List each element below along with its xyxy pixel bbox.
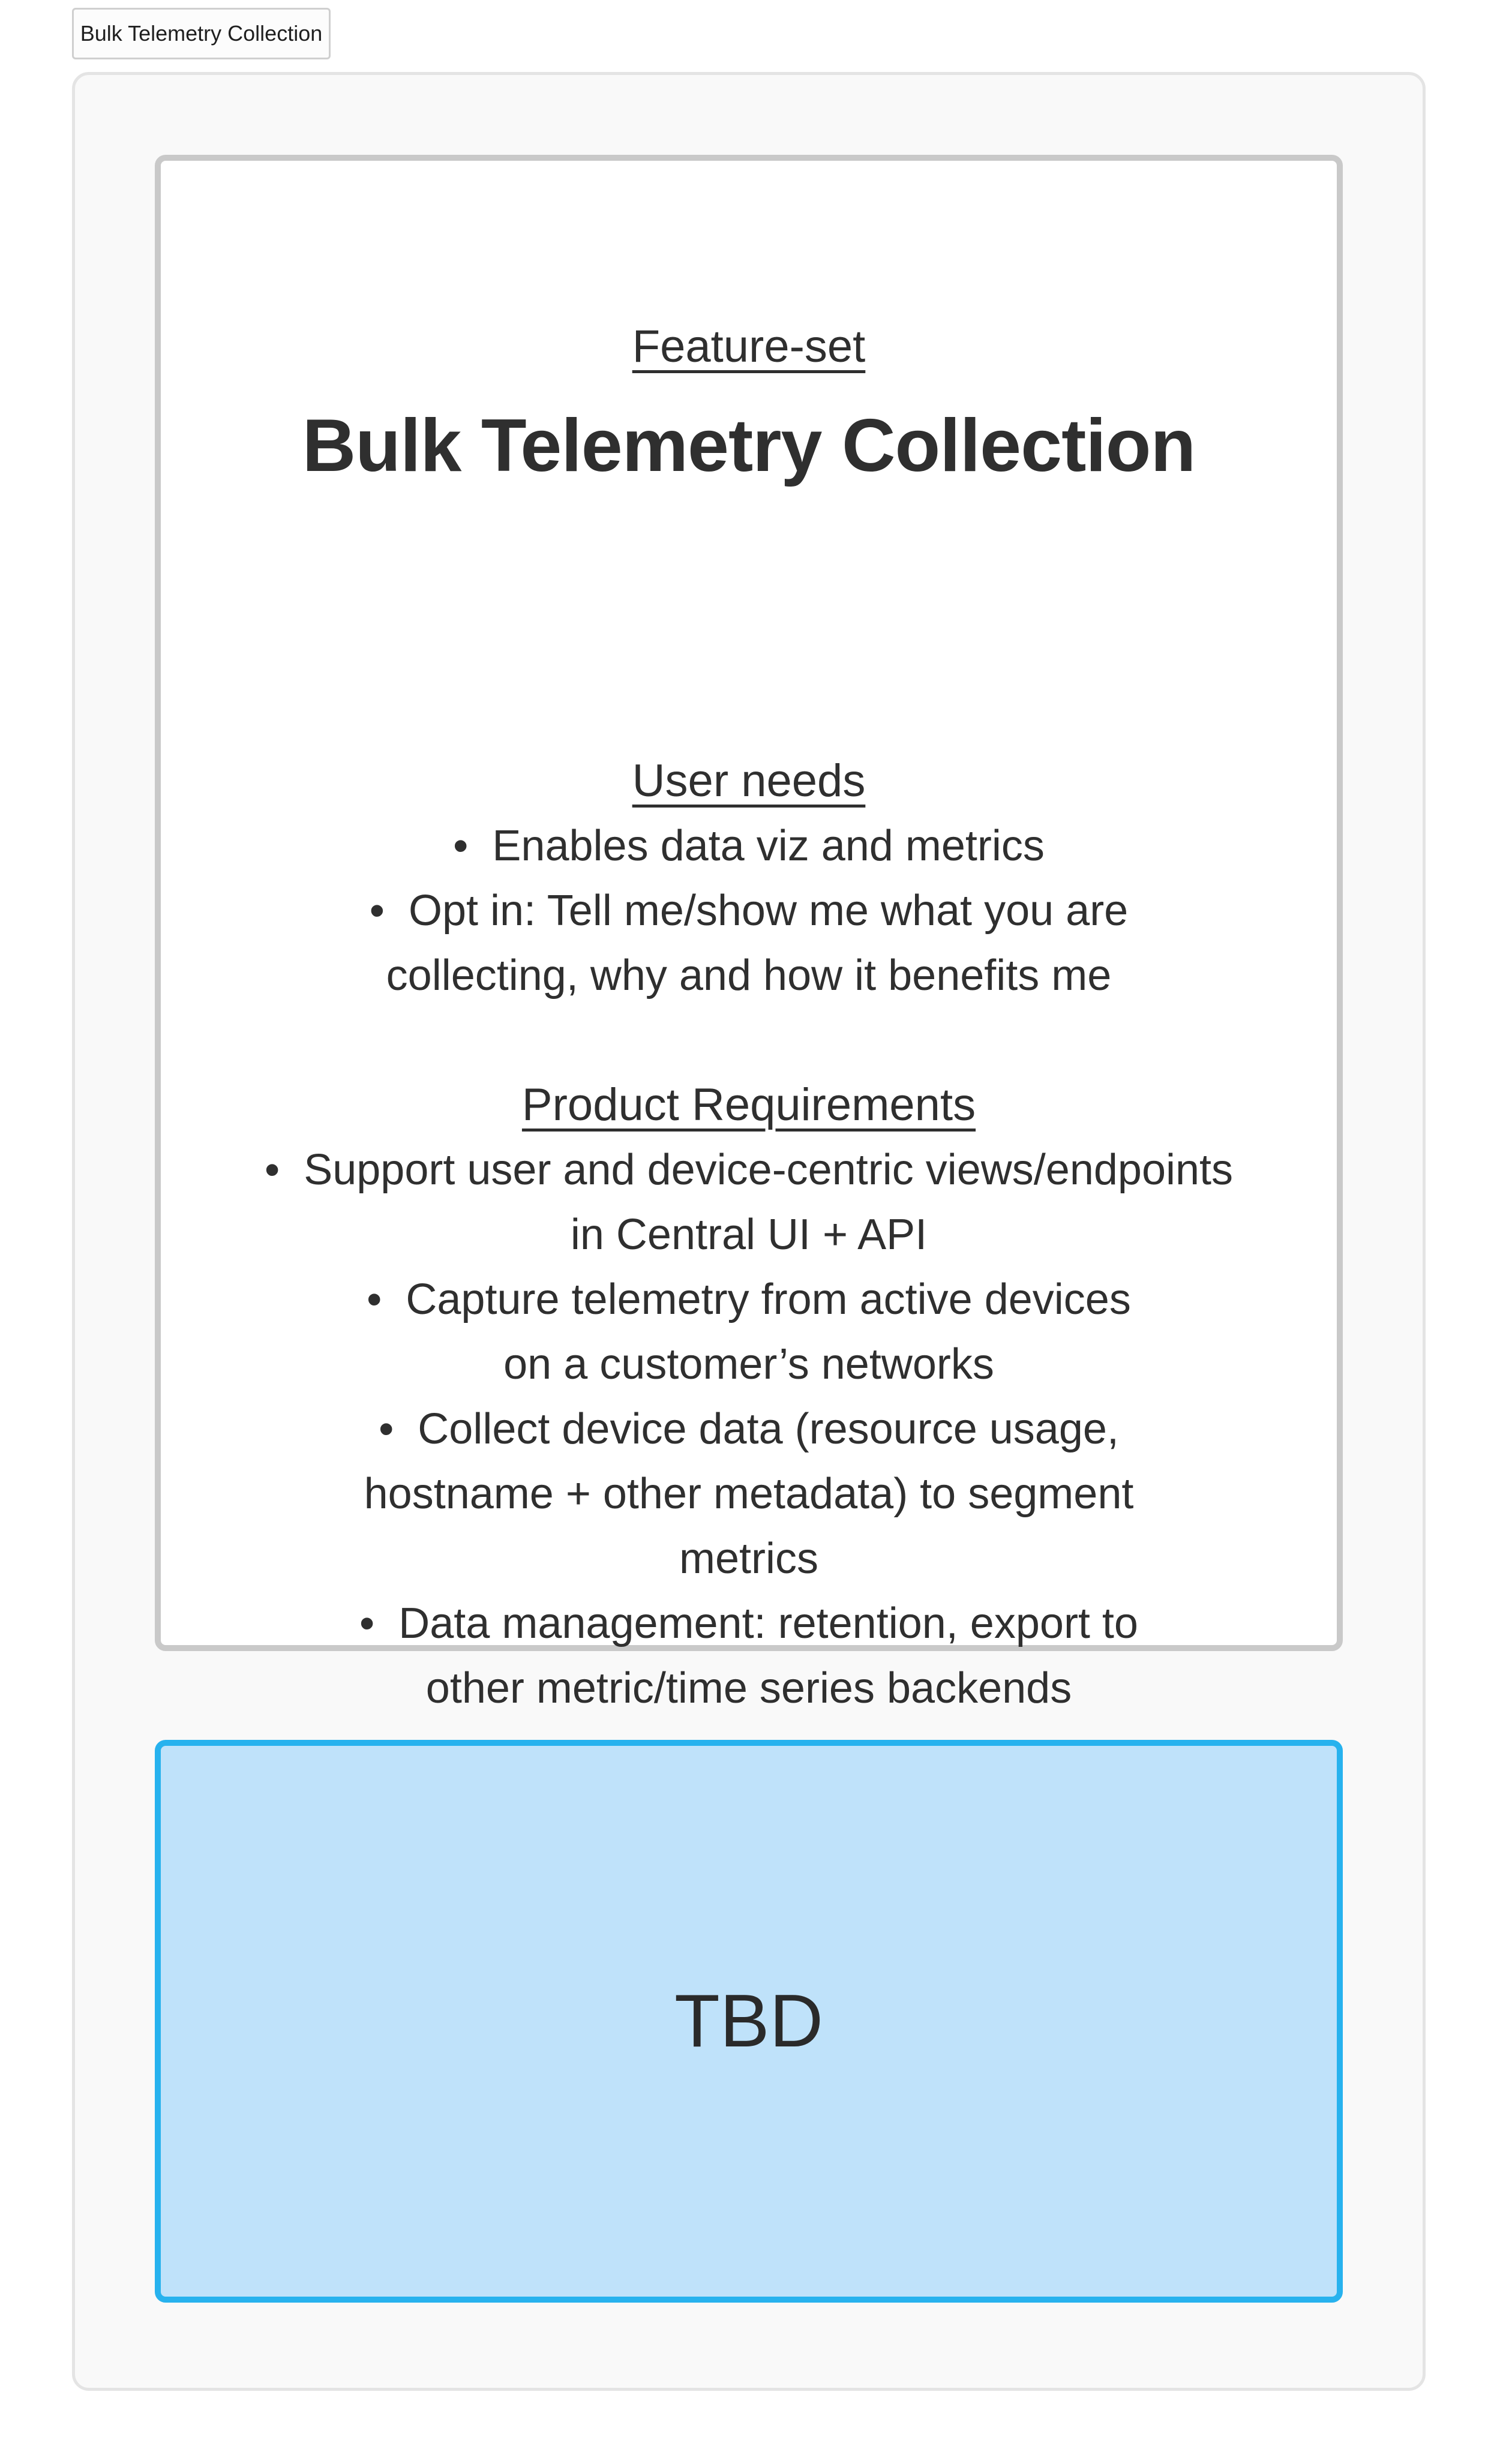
eyebrow-text: Feature-set <box>632 321 866 372</box>
product-requirements-section <box>209 1073 1289 1721</box>
tbd-label: TBD <box>674 1980 823 2063</box>
user-needs-heading: User needs <box>632 755 866 806</box>
list-item: • Capture telemetry from active devices on a customer’s networks <box>209 1267 1289 1397</box>
user-needs-section <box>209 749 1289 1008</box>
tbd-placeholder[interactable] <box>155 1740 1343 2303</box>
frame-label[interactable]: Bulk Telemetry Collection <box>72 8 331 59</box>
list-item: • Collect device data (resource usage, hostname + other metadata) to segment metrics <box>209 1397 1289 1591</box>
list-item: • Enables data viz and metrics <box>209 814 1289 878</box>
list-item: • Support user and device-centric views/endpoints in Central UI + API <box>209 1138 1289 1267</box>
list-item: • Data management: retention, export to other metric/time series backends <box>209 1591 1289 1721</box>
product-requirements-heading: Product Requirements <box>521 1079 976 1130</box>
feature-card[interactable] <box>155 155 1343 1712</box>
card-eyebrow <box>161 317 1337 377</box>
list-item: • Opt in: Tell me/show me what you are collecting, why and how it benefits me <box>209 878 1289 1008</box>
user-needs-list <box>209 814 1289 1008</box>
card-title: Bulk Telemetry Collection <box>302 404 1196 487</box>
product-requirements-list <box>209 1138 1289 1721</box>
